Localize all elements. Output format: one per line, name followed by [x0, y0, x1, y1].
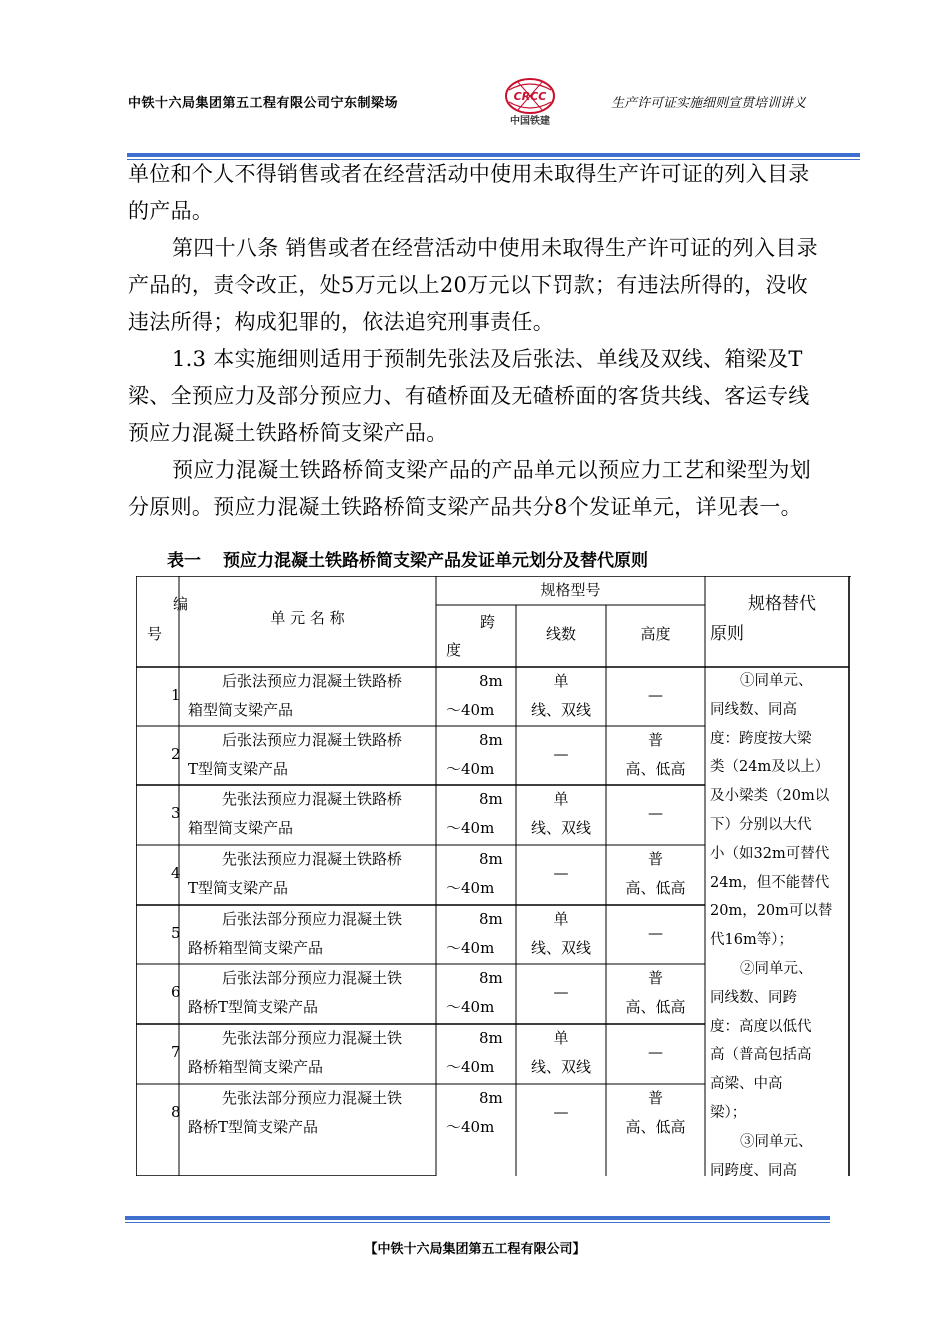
paragraph-product-units	[128, 452, 848, 526]
unit-name-line2: 箱型简支梁产品	[188, 819, 294, 837]
header-doc-title: 生产许可证实施细则宣贯培训讲义	[611, 96, 807, 111]
logo-caption: 中国铁建	[510, 116, 550, 127]
paragraph-line: 1.3 本实施细则适用于预制先张法及后张法、单线及双线、箱梁及T	[172, 347, 803, 371]
span-start: 8m	[479, 1029, 503, 1047]
table-caption-label: 表一	[167, 551, 201, 571]
row-number: 2	[171, 745, 181, 763]
substitution-line: ②同单元、	[740, 960, 813, 977]
span-start: 8m	[479, 850, 503, 868]
substitution-line: 小（如32m可替代	[710, 845, 830, 862]
height-line2: 高、低高	[625, 879, 686, 897]
lines-line1: —	[553, 983, 569, 1001]
substitution-line: 度：高度以低代	[710, 1018, 812, 1035]
paragraph-line: 单位和个人不得销售或者在经营活动中使用未取得生产许可证的列入目录	[128, 162, 810, 186]
span-start: 8m	[479, 910, 503, 928]
unit-name-line1: 先张法预应力混凝土铁路桥	[222, 850, 403, 868]
substitution-line: 高梁、中高	[710, 1076, 783, 1093]
row-number: 8	[171, 1103, 181, 1121]
height-line2: 高、低高	[625, 760, 686, 778]
unit-name-line2: 路桥T型简支梁产品	[188, 1118, 319, 1136]
header-height: 高度	[640, 625, 671, 643]
height-line1: —	[648, 804, 663, 822]
substitution-line: 及小梁类（20m以	[710, 788, 830, 805]
lines-line2: 线、双线	[530, 1058, 591, 1076]
substitution-line: 下）分别以大代	[710, 816, 812, 833]
unit-name-line2: 路桥T型简支梁产品	[188, 998, 319, 1016]
row-number: 4	[171, 864, 181, 882]
span-start: 8m	[479, 672, 503, 690]
paragraph-article-48	[128, 230, 848, 340]
substitution-line: 同跨度、同高	[710, 1162, 797, 1179]
span-start: 8m	[479, 1089, 503, 1107]
row-number: 7	[171, 1043, 181, 1061]
substitution-line: 度：跨度按大梁	[710, 730, 812, 747]
height-line1: —	[648, 1043, 663, 1061]
substitution-line: 梁）；	[710, 1104, 747, 1121]
lines-line2: 线、双线	[530, 819, 591, 837]
unit-name-line1: 先张法部分预应力混凝土铁	[222, 1029, 403, 1047]
lines-line1: 单	[553, 672, 569, 690]
header-substitution-line2: 原则	[710, 624, 744, 644]
height-line1: 普	[647, 1089, 663, 1107]
lines-line1: 单	[553, 1029, 569, 1047]
unit-name-line1: 先张法预应力混凝土铁路桥	[222, 790, 403, 808]
unit-name-line1: 后张法部分预应力混凝土铁	[222, 910, 403, 928]
height-line1: —	[648, 924, 663, 942]
lines-line1: —	[553, 864, 569, 882]
height-line1: 普	[647, 731, 663, 749]
paragraph-line: 的产品。	[128, 198, 214, 223]
lines-line1: 单	[553, 790, 569, 808]
lines-line1: 单	[553, 910, 569, 928]
substitution-line: 类（24m及以上）	[710, 759, 830, 776]
table-caption	[167, 546, 648, 571]
substitution-line: 代16m等）；	[710, 932, 793, 949]
span-end: ～40m	[446, 760, 495, 778]
paragraph-line: 产品的，责令改正，处5万元以上20万元以下罚款；有违法所得的，没收	[128, 272, 808, 297]
substitution-line: 高（普高包括高	[710, 1047, 812, 1064]
span-start: 8m	[479, 969, 503, 987]
substitution-line: 24m，但不能替代	[710, 874, 830, 891]
unit-name-line2: 路桥箱型简支梁产品	[188, 1058, 324, 1076]
footer-company: 【中铁十六局集团第五工程有限公司】	[364, 1242, 586, 1257]
table-caption-text: 预应力混凝土铁路桥简支梁产品发证单元划分及替代原则	[223, 551, 648, 571]
unit-name-line1: 后张法预应力混凝土铁路桥	[222, 672, 403, 690]
substitution-line: 20m，20m可以替	[710, 903, 833, 920]
span-end: ～40m	[446, 879, 495, 897]
substitution-line: 同线数、同高	[710, 701, 797, 718]
paragraph-line: 分原则。预应力混凝土铁路桥简支梁产品共分8个发证单元，详见表一。	[128, 494, 802, 519]
lines-line1: —	[553, 745, 569, 763]
header-lines: 线数	[545, 625, 576, 643]
lines-line2: 线、双线	[530, 701, 591, 719]
substitution-line: 同线数、同跨	[710, 989, 797, 1006]
span-end: ～40m	[446, 819, 495, 837]
header-substitution-line1: 规格替代	[748, 594, 816, 614]
certification-units-table	[136, 576, 851, 1179]
height-line1: —	[648, 686, 663, 704]
row-number: 5	[171, 924, 181, 942]
span-end: ～40m	[446, 1058, 495, 1076]
header-span-char2: 度	[446, 641, 462, 659]
footer-rule	[125, 1216, 830, 1220]
row-number: 6	[171, 983, 181, 1001]
row-number: 3	[171, 804, 181, 822]
paragraph-line: 梁、全预应力及部分预应力、有碴桥面及无碴桥面的客货共线、客运专线	[128, 383, 810, 408]
unit-name-line1: 先张法部分预应力混凝土铁	[222, 1089, 403, 1107]
unit-name-line2: T型简支梁产品	[188, 760, 289, 778]
substitution-principles	[710, 667, 849, 1185]
paragraph-1	[128, 156, 848, 230]
header-no-char2: 号	[147, 625, 163, 643]
header-unit-name: 单 元 名 称	[270, 609, 345, 627]
paragraph-line: 第四十八条 销售或者在经营活动中使用未取得生产许可证的列入目录	[172, 236, 818, 260]
unit-name-line1: 后张法部分预应力混凝土铁	[222, 969, 403, 987]
header-span-char1: 跨	[480, 613, 496, 631]
header-company: 中铁十六局集团第五工程有限公司宁东制梁场	[128, 96, 399, 111]
header-spec-model: 规格型号	[540, 581, 601, 599]
unit-name-line2: 箱型简支梁产品	[188, 701, 294, 719]
footer-rule-thin	[125, 1222, 830, 1223]
span-start: 8m	[479, 790, 503, 808]
span-start: 8m	[479, 731, 503, 749]
span-end: ～40m	[446, 939, 495, 957]
paragraph-line: 预应力混凝土铁路桥简支梁产品的产品单元以预应力工艺和梁型为划	[172, 458, 811, 482]
height-line1: 普	[647, 850, 663, 868]
substitution-line: ③同单元、	[740, 1133, 813, 1150]
span-end: ～40m	[446, 701, 495, 719]
span-end: ～40m	[446, 998, 495, 1016]
lines-line1: —	[553, 1103, 569, 1121]
height-line2: 高、低高	[625, 998, 686, 1016]
header-no-char1: 编	[173, 595, 189, 613]
paragraph-section-1-3	[128, 341, 848, 451]
unit-name-line2: 路桥箱型简支梁产品	[188, 939, 324, 957]
height-line2: 高、低高	[625, 1118, 686, 1136]
logo-text: CRCC	[513, 90, 547, 103]
substitution-line: ①同单元、	[740, 673, 813, 689]
unit-name-line2: T型简支梁产品	[188, 879, 289, 897]
height-line1: 普	[647, 969, 663, 987]
paragraph-line: 违法所得；构成犯罪的，依法追究刑事责任。	[128, 309, 554, 334]
lines-line2: 线、双线	[530, 939, 591, 957]
unit-name-line1: 后张法预应力混凝土铁路桥	[222, 731, 403, 749]
span-end: ～40m	[446, 1118, 495, 1136]
paragraph-line: 预应力混凝土铁路桥简支梁产品。	[128, 420, 448, 445]
row-number: 1	[171, 686, 181, 704]
